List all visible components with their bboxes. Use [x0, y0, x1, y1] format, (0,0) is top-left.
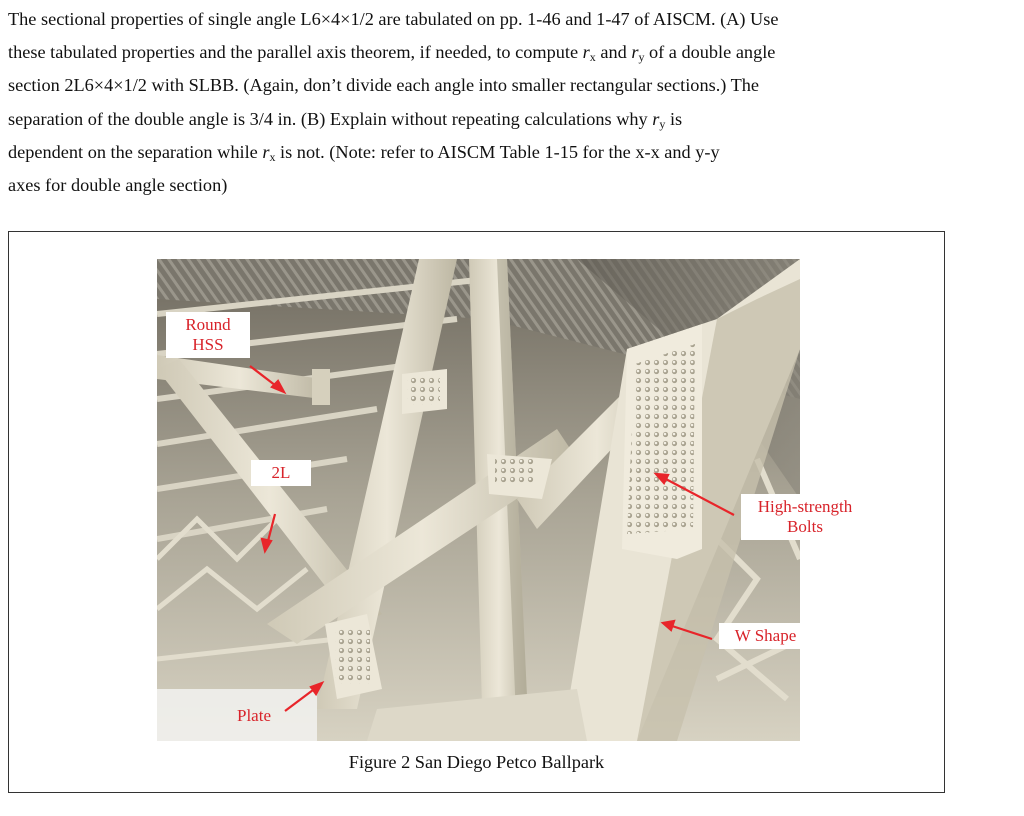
line-5b: is not. (Note: refer to AISCM Table 1-15 for the x-x and y-y — [275, 141, 720, 162]
figure-caption: Figure 2 San Diego Petco Ballpark — [348, 752, 605, 772]
line-1: The sectional properties of single angle L6×4×1/2 are tabulated on pp. 1-46 and 1-47 of AISCM. (A) Use — [8, 9, 779, 29]
upper-bolts — [407, 377, 440, 405]
r-symbol: r — [582, 42, 590, 63]
line-5a: dependent on the separation while — [8, 141, 263, 162]
line-6: axes for double angle section) — [8, 175, 228, 196]
r-symbol: r — [262, 141, 270, 162]
line-4a: separation of the double angle is 3/4 in. (B) Explain without repeating calculations why — [8, 108, 653, 129]
r-symbol: r — [652, 108, 660, 129]
label-high-strength-bolts — [741, 494, 869, 540]
line-2c: of a double angle — [644, 42, 776, 63]
label-w-shape — [719, 623, 812, 649]
label-bolts-line2: Bolts — [787, 517, 823, 536]
line-3: section 2L6×4×1/2 with SLBB. (Again, don’t divide each angle into smaller rectangular sections.) The — [8, 75, 760, 96]
high-strength-bolt-group — [627, 344, 695, 534]
r-symbol: r — [631, 42, 639, 63]
label-2l-text: 2L — [271, 463, 291, 482]
line-4b: is — [665, 108, 683, 129]
sub-x: x — [589, 50, 596, 65]
label-w-shape-text: W Shape — [734, 626, 797, 645]
line-2b: and — [595, 42, 632, 63]
ballpark-photo — [157, 259, 800, 741]
problem-statement — [8, 3, 1014, 202]
hss-end-plate — [312, 369, 330, 405]
line-2a: these tabulated properties and the parallel axis theorem, if needed, to compute — [8, 42, 583, 63]
label-plate — [221, 703, 287, 729]
plate-bolts — [335, 629, 370, 684]
center-bolts — [495, 459, 535, 485]
label-round-hss-line2: HSS — [192, 335, 224, 354]
label-plate-text: Plate — [237, 706, 271, 725]
sub-x: x — [269, 149, 276, 164]
steel-structure-illustration — [157, 259, 800, 741]
label-2l — [251, 460, 311, 486]
label-round-hss-line1: Round — [185, 315, 231, 334]
sub-y: y — [638, 50, 645, 65]
figure-frame — [8, 231, 945, 793]
sub-y: y — [659, 116, 666, 131]
label-round-hss — [166, 312, 250, 358]
label-bolts-line1: High-strength — [757, 497, 853, 516]
